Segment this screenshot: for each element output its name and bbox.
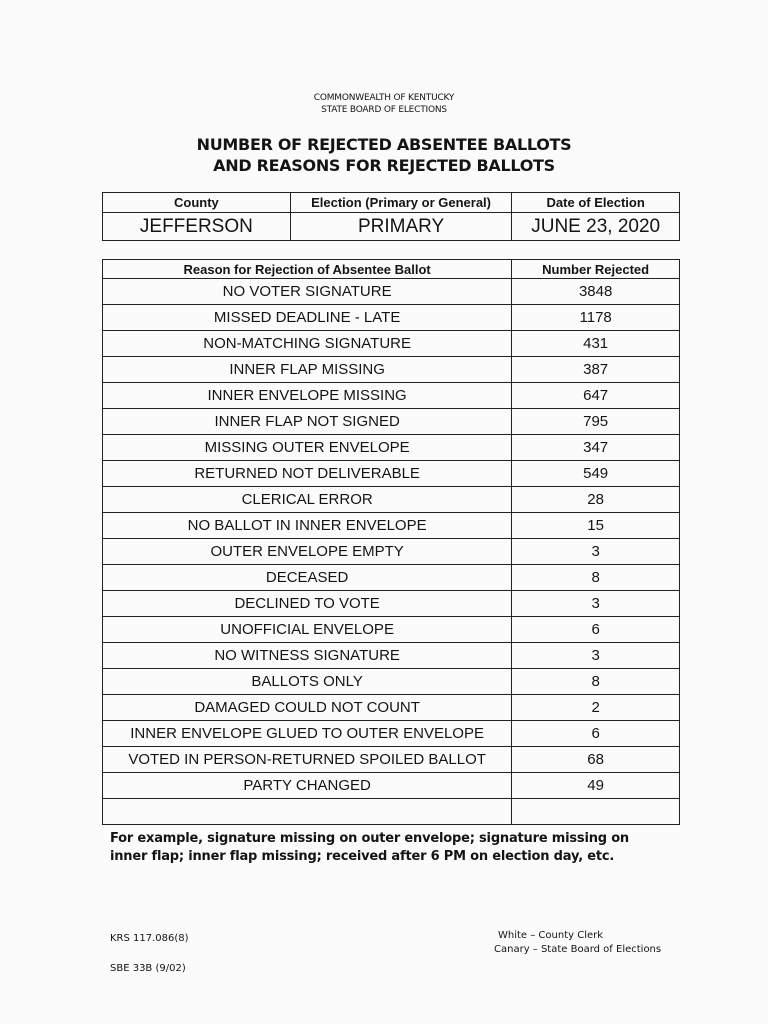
- rejection-reason: INNER FLAP MISSING: [103, 357, 512, 383]
- copy-canary: Canary – State Board of Elections: [494, 944, 662, 955]
- rejection-reason: [103, 799, 512, 825]
- table-row: [103, 487, 680, 513]
- table-row: [103, 383, 680, 409]
- rejection-reason: BALLOTS ONLY: [103, 669, 512, 695]
- rejection-reason: UNOFFICIAL ENVELOPE: [103, 617, 512, 643]
- table-row: [103, 643, 680, 669]
- rejection-count: 647: [512, 383, 680, 409]
- table-row: [103, 279, 680, 305]
- rejection-reason: NO WITNESS SIGNATURE: [103, 643, 512, 669]
- rejection-reason: MISSING OUTER ENVELOPE: [103, 435, 512, 461]
- title-line-1: NUMBER OF REJECTED ABSENTEE BALLOTS: [196, 135, 572, 154]
- table-row: [103, 695, 680, 721]
- rejection-count: 28: [512, 487, 680, 513]
- document-title: [0, 134, 768, 176]
- rejection-reason: PARTY CHANGED: [103, 773, 512, 799]
- table-row: [103, 799, 680, 825]
- election-info-header-row: [103, 193, 680, 213]
- rejection-count: 2: [512, 695, 680, 721]
- rejection-reason: DECLINED TO VOTE: [103, 591, 512, 617]
- rejection-reason: INNER ENVELOPE GLUED TO OUTER ENVELOPE: [103, 721, 512, 747]
- rejection-reason: VOTED IN PERSON-RETURNED SPOILED BALLOT: [103, 747, 512, 773]
- rejection-count: 431: [512, 331, 680, 357]
- agency-header: [0, 92, 768, 116]
- table-row: [103, 773, 680, 799]
- rejection-count: 795: [512, 409, 680, 435]
- rejection-reason: RETURNED NOT DELIVERABLE: [103, 461, 512, 487]
- rejection-count: 3: [512, 591, 680, 617]
- rejection-reason: MISSED DEADLINE - LATE: [103, 305, 512, 331]
- table-row: [103, 435, 680, 461]
- rejection-count: 549: [512, 461, 680, 487]
- statute-reference: KRS 117.086(8): [110, 933, 189, 944]
- table-row: [103, 539, 680, 565]
- table-row: [103, 409, 680, 435]
- rejection-count: [512, 799, 680, 825]
- rejection-count: 8: [512, 565, 680, 591]
- table-row: [103, 565, 680, 591]
- reason-column-header: Reason for Rejection of Absentee Ballot: [103, 260, 512, 279]
- rejection-count: 3: [512, 643, 680, 669]
- table-row: [103, 461, 680, 487]
- agency-line-2: STATE BOARD OF ELECTIONS: [321, 105, 447, 115]
- form-id: SBE 33B (9/02): [110, 963, 186, 974]
- rejection-reason: INNER FLAP NOT SIGNED: [103, 409, 512, 435]
- rejection-reason: NO BALLOT IN INNER ENVELOPE: [103, 513, 512, 539]
- rejection-count: 49: [512, 773, 680, 799]
- rejection-reason: NON-MATCHING SIGNATURE: [103, 331, 512, 357]
- table-row: [103, 357, 680, 383]
- note-line-2: inner flap; inner flap missing; received after 6 PM on election day, etc.: [110, 849, 615, 864]
- election-date-header: Date of Election: [512, 193, 680, 213]
- agency-line-1: COMMONWEALTH OF KENTUCKY: [313, 93, 455, 103]
- election-type-header: Election (Primary or General): [290, 193, 512, 213]
- table-row: [103, 331, 680, 357]
- table-row: [103, 591, 680, 617]
- rejection-reason: DAMAGED COULD NOT COUNT: [103, 695, 512, 721]
- rejection-header-row: [103, 260, 680, 279]
- table-row: [103, 721, 680, 747]
- rejection-reason: OUTER ENVELOPE EMPTY: [103, 539, 512, 565]
- note-line-1: For example, signature missing on outer envelope; signature missing on: [110, 831, 629, 846]
- election-type-value: PRIMARY: [290, 213, 512, 241]
- table-row: [103, 617, 680, 643]
- election-info-table: [102, 192, 680, 241]
- rejection-reason: INNER ENVELOPE MISSING: [103, 383, 512, 409]
- table-row: [103, 669, 680, 695]
- copy-distribution: [494, 929, 661, 957]
- election-info-value-row: [103, 213, 680, 241]
- table-row: [103, 513, 680, 539]
- count-column-header: Number Rejected: [512, 260, 680, 279]
- rejection-count: 3: [512, 539, 680, 565]
- county-header: County: [103, 193, 291, 213]
- rejection-count: 15: [512, 513, 680, 539]
- rejection-reason: DECEASED: [103, 565, 512, 591]
- rejection-count: 3848: [512, 279, 680, 305]
- rejection-count: 387: [512, 357, 680, 383]
- copy-white: White – County Clerk: [498, 930, 604, 941]
- election-date-value: JUNE 23, 2020: [512, 213, 680, 241]
- rejection-reasons-table: [102, 259, 680, 825]
- rejection-reason: NO VOTER SIGNATURE: [103, 279, 512, 305]
- rejection-count: 68: [512, 747, 680, 773]
- rejection-count: 8: [512, 669, 680, 695]
- rejection-count: 6: [512, 617, 680, 643]
- rejection-count: 6: [512, 721, 680, 747]
- rejection-count: 1178: [512, 305, 680, 331]
- table-row: [103, 305, 680, 331]
- rejection-count: 347: [512, 435, 680, 461]
- table-row: [103, 747, 680, 773]
- county-value: JEFFERSON: [103, 213, 291, 241]
- example-note: [110, 830, 670, 866]
- rejection-reason: CLERICAL ERROR: [103, 487, 512, 513]
- title-line-2: AND REASONS FOR REJECTED BALLOTS: [213, 156, 555, 175]
